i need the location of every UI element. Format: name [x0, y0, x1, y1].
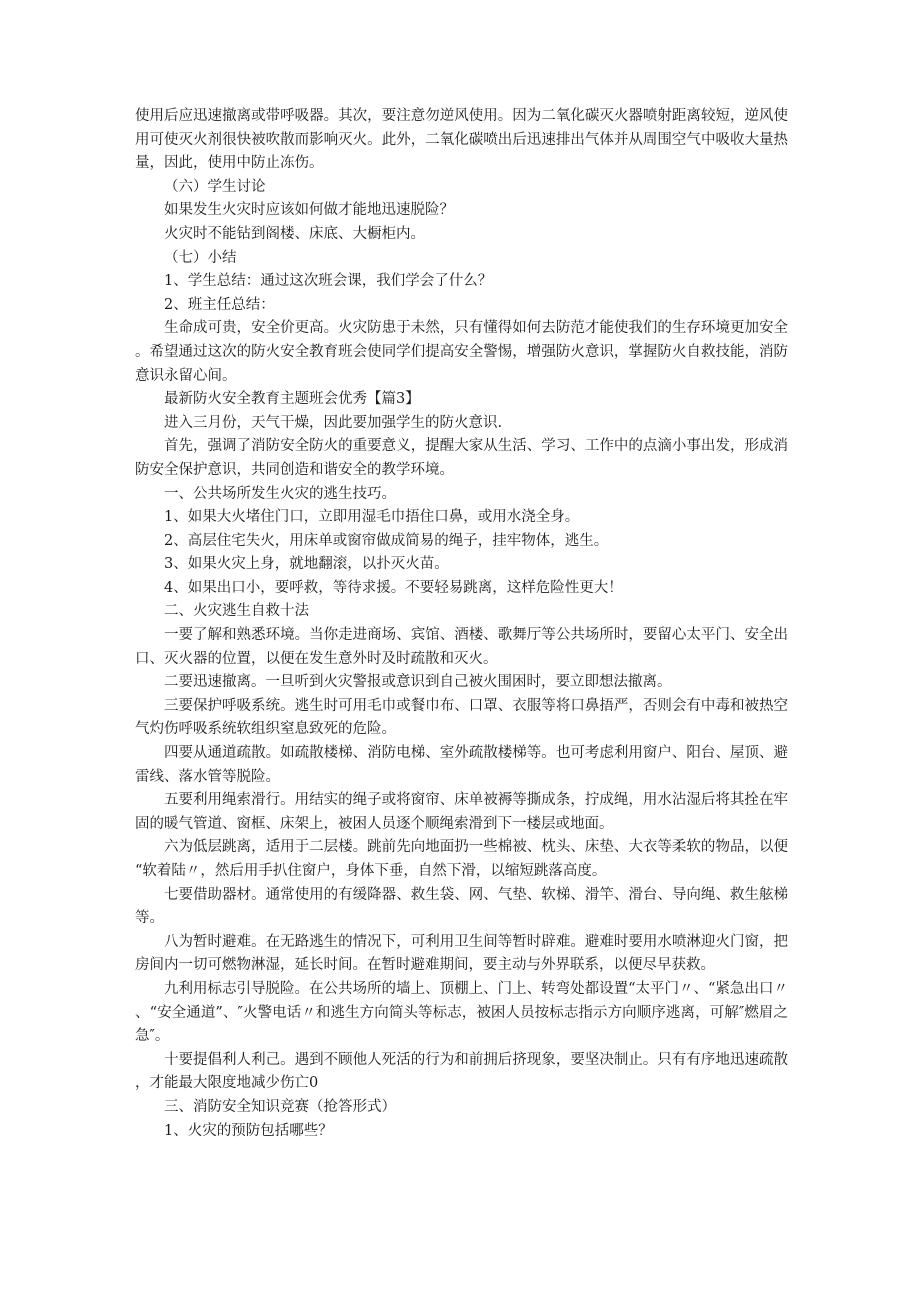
list-item: 1、学生总结：通过这次班会课，我们学会了什么？	[164, 273, 493, 290]
section-heading: 一、公共场所发生火灾的逃生技巧。	[164, 485, 396, 502]
paragraph: 使用后应迅速撤离或带呼吸器。其次，要注意勿逆风使用。因为二氧化碳灭火器喷射距离较短，逆风使用可使灭火剂很快被吹散而影响灭火。此外，二氧化碳喷出后迅速排出气体并从周围空气中吸收大量热量，因此，使用中防止冻伤。	[135, 108, 788, 172]
section-heading: 三、消防安全知识竞赛（抢答形式）	[164, 1098, 396, 1115]
paragraph: 生命成可贵，安全价更高。火灾防患于未然，只有懂得如何去防范才能使我们的生存环境更加安全。希望通过这次的防火安全教育班会使同学们提高安全警惕，增强防火意识，掌握防火自救技能，消防意识永留心间。	[135, 320, 788, 384]
section-heading: （六）学生讨论	[164, 178, 266, 195]
paragraph: 首先，强调了消防安全防火的重要意义，提醒大家从生活、学习、工作中的点滴小事出发，形成消防安全保护意识，共同创造和谐安全的教学环境。	[135, 438, 788, 478]
paragraph: 火灾时不能钻到阁楼、床底、大橱柜内。	[164, 225, 425, 242]
paragraph: 四要从通道疏散。如疏散楼梯、消防电梯、室外疏散楼梯等。也可考虑利用窗户、阳台、屋顶、避雷线、落水管等脱险。	[135, 745, 788, 785]
paragraph: 七要借助器材。通常使用的有缓降器、救生袋、网、气垫、软梯、滑竿、滑台、导向绳、救生舷梯等。	[135, 886, 788, 927]
list-item: 3、如果火灾上身，就地翻滚，以扑灭火苗。	[164, 556, 449, 573]
list-item: 4、如果出口小，要呼救，等待求援。不要轻易跳离，这样危险性更大！	[164, 579, 623, 596]
paragraph: 六为低层跳离，适用于二层楼。跳前先向地面扔一些棉被、枕头、床垫、大衣等柔软的物品，以便“软着陆〃，然后用手扒住窗户，身体下垂，自然下滑，以缩短跳落高度。	[135, 839, 788, 879]
article-title: 最新防火安全教育主题班会优秀【篇3】	[164, 391, 420, 408]
paragraph: 三要保护呼吸系统。逃生时可用毛巾或餐巾布、口罩、衣服等将口鼻捂严，否则会有中毒和被热空气灼伤呼吸系统软组织窒息致死的危险。	[135, 697, 788, 738]
paragraph: 五要利用绳索滑行。用结实的绳子或将窗帘、床单被褥等撕成条，拧成绳，用水沾湿后将其拴在牢固的暖气管道、窗框、床架上，被困人员逐个顺绳索滑到下一楼层或地面。	[135, 792, 788, 832]
paragraph: 进入三月份，天气干燥，因此要加强学生的防火意识.	[164, 414, 503, 431]
list-item: 2、高层住宅失火，用床单或窗帘做成简易的绳子，挂牢物体，逃生。	[164, 532, 609, 549]
section-heading: （七）小结	[164, 249, 237, 266]
paragraph: 一要了解和熟悉环境。当你走进商场、宾馆、酒楼、歌舞厅等公共场所时，要留心太平门、安全出口、灭火器的位置，以便在发生意外时及时疏散和灭火。	[135, 627, 788, 667]
paragraph: 八为暂时避难。在无路逃生的情况下，可利用卫生间等暂时辟难。避难时要用水喷淋迎火门窗，把房间内一切可燃物淋湿，延长时间。在暂时避难期间，要主动与外界联系，以便尽早获救。	[135, 933, 788, 974]
paragraph: 十要提倡利人利己。遇到不顾他人死活的行为和前拥后挤现象，要坚决制止。只有有序地迅速疏散，才能最大限度地减少伤亡0	[135, 1051, 788, 1092]
list-item: 1、如果大火堵住门口，立即用湿毛巾捂住口鼻，或用水浇全身。	[164, 509, 580, 526]
list-item: 1、火灾的预防包括哪些？	[164, 1122, 333, 1139]
paragraph: 九利用标志引导脱险。在公共场所的墙上、顶棚上、门上、转弯处都设置“太平门〃、“紧急出口〃、“安全通道”、″火警电话〃和逃生方向简头等标志，被困人员按标志指示方向顺序逃离，可解″燃眉之急″。	[135, 980, 788, 1045]
document-body	[135, 105, 788, 1143]
paragraph: 如果发生火灾时应该如何做才能地迅速脱险？	[164, 202, 454, 219]
section-heading: 二、火灾逃生自救十法	[164, 603, 309, 620]
list-item: 2、班主任总结：	[164, 296, 275, 313]
paragraph: 二要迅速撤离。一旦听到火灾警报或意识到自己被火围困时，要立即想法撤离。	[164, 674, 672, 691]
